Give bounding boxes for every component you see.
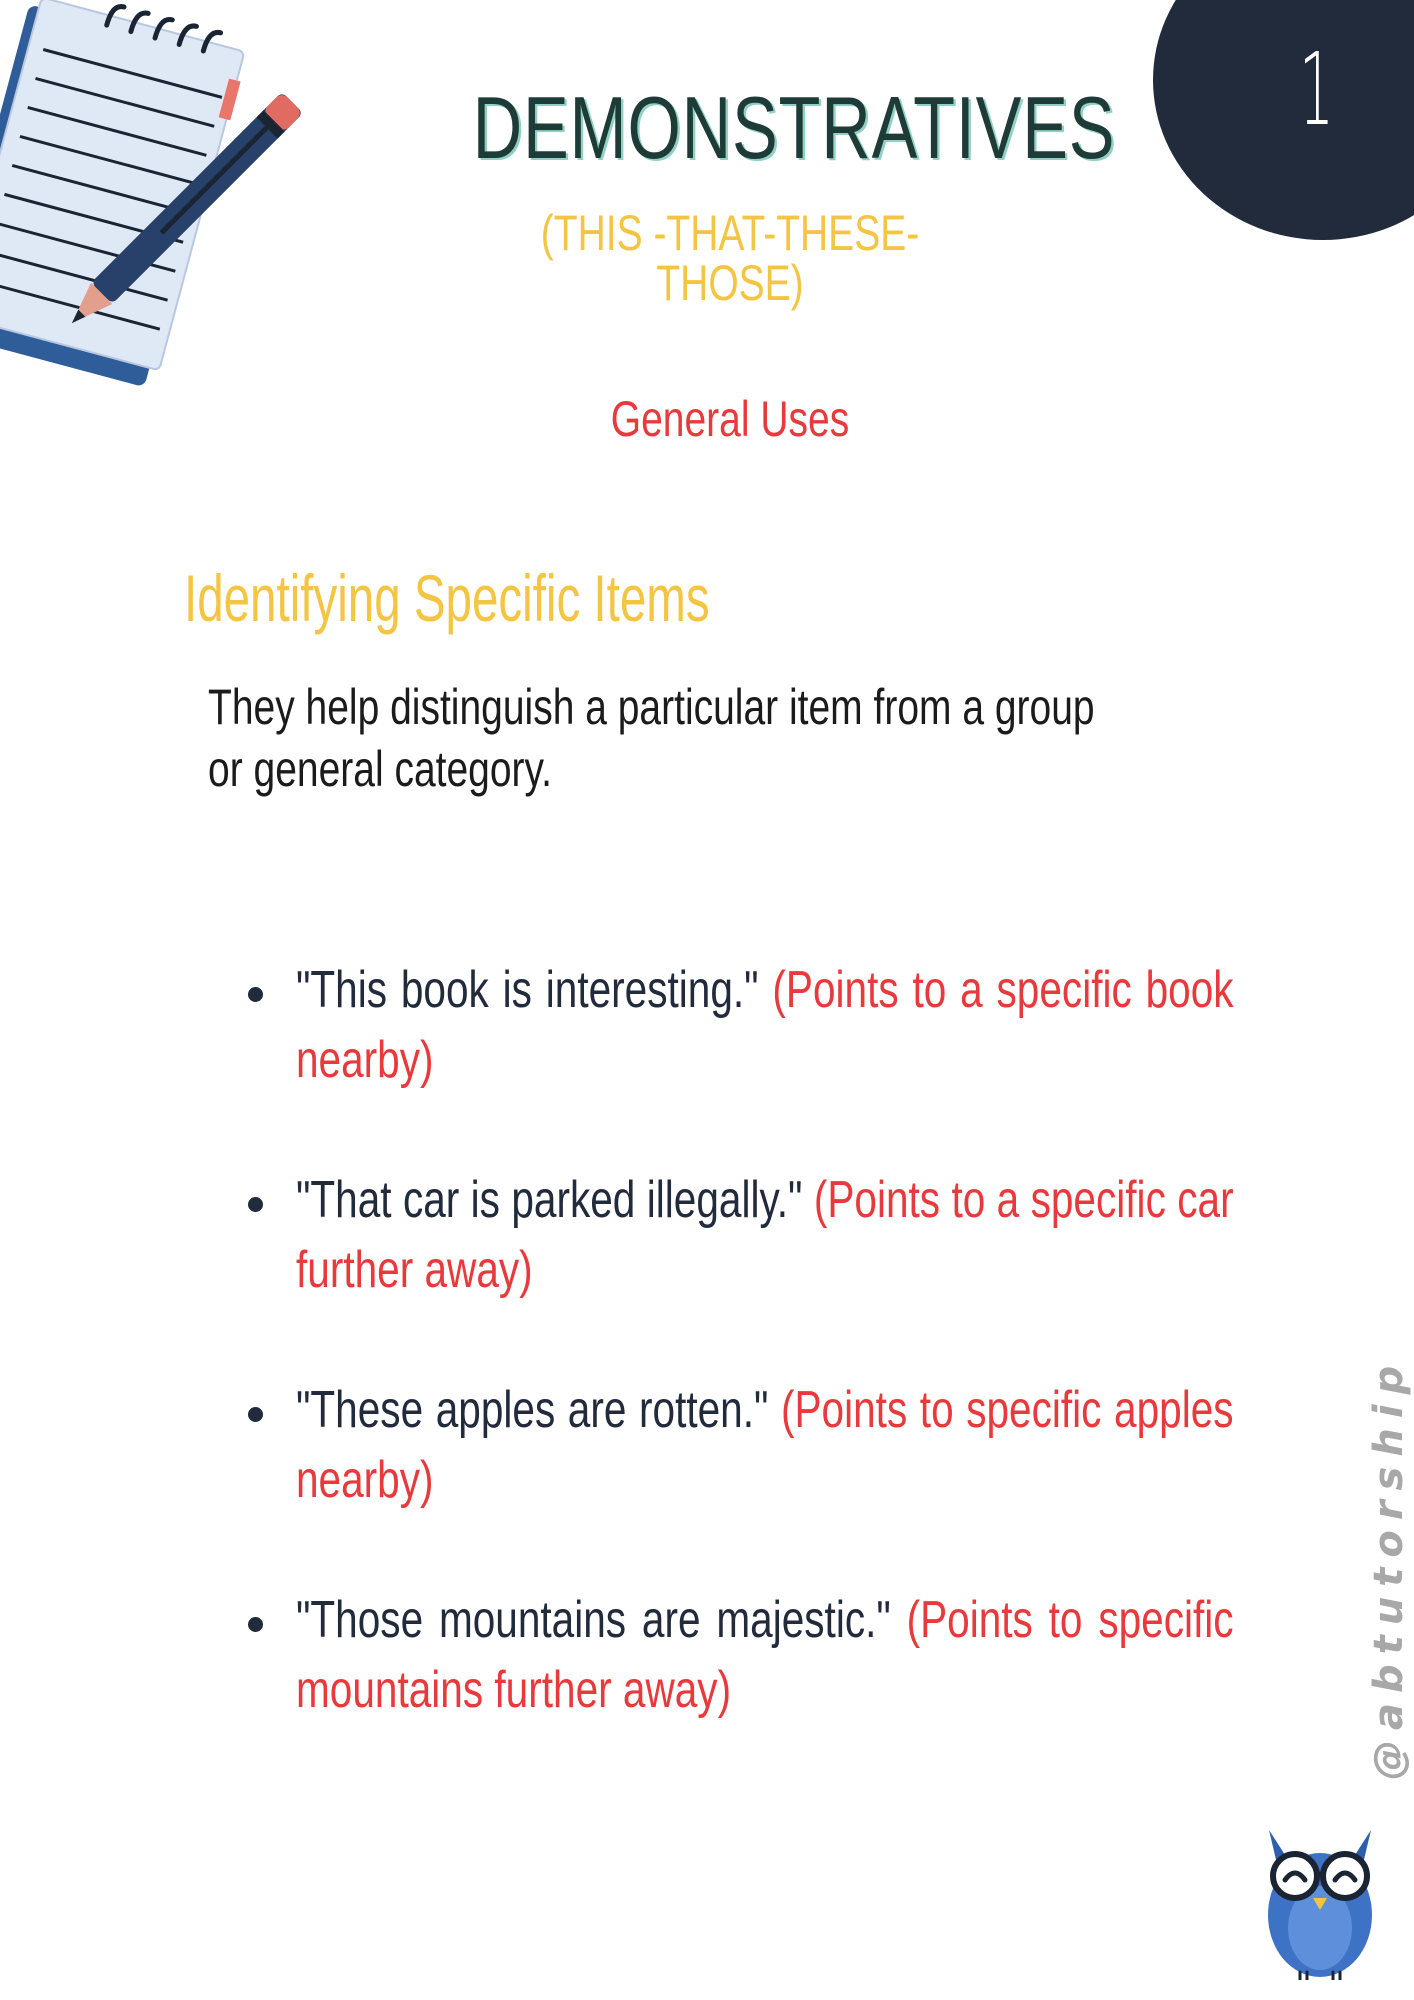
example-item <box>244 1375 1234 1585</box>
example-note: (Points to a specific car further away) <box>296 1171 1234 1299</box>
example-quote: "Those mountains are majestic." <box>296 1591 891 1649</box>
page-number: 1 <box>1299 31 1334 148</box>
example-note: (Points to specific apples nearby) <box>296 1381 1234 1509</box>
example-quote: "This book is interesting." <box>296 961 759 1019</box>
example-text <box>296 955 1234 1095</box>
examples-list <box>244 955 1234 1795</box>
example-text <box>296 1375 1234 1515</box>
bullet-icon <box>248 1407 263 1422</box>
example-item <box>244 1585 1234 1795</box>
section-heading: Identifying Specific Items <box>184 561 710 635</box>
example-quote: "That car is parked illegally." <box>296 1171 803 1229</box>
page-title: DEMONSTRATIVES <box>472 78 1116 177</box>
page-number-badge <box>1153 0 1414 240</box>
owl-mascot-icon <box>1255 1810 1385 1980</box>
bullet-icon <box>248 1617 263 1632</box>
page-subtitle: (THIS -THAT-THESE-THOSE) <box>540 205 920 311</box>
bullet-icon <box>248 1197 263 1212</box>
section-label: General Uses <box>610 391 850 447</box>
notebook-pencil-icon <box>0 0 380 420</box>
example-text <box>296 1585 1234 1725</box>
bullet-icon <box>248 987 263 1002</box>
example-quote: "These apples are rotten." <box>296 1381 769 1439</box>
watermark-text: @abtutorship <box>1366 1355 1412 1780</box>
example-item <box>244 1165 1234 1375</box>
example-note: (Points to specific mountains further away) <box>296 1591 1234 1719</box>
example-text <box>296 1165 1234 1305</box>
section-intro: They help distinguish a particular item from a group or general category. <box>208 679 1095 797</box>
example-item <box>244 955 1234 1165</box>
example-note: (Points to a specific book nearby) <box>296 961 1234 1089</box>
watermark <box>1354 1355 1414 1792</box>
